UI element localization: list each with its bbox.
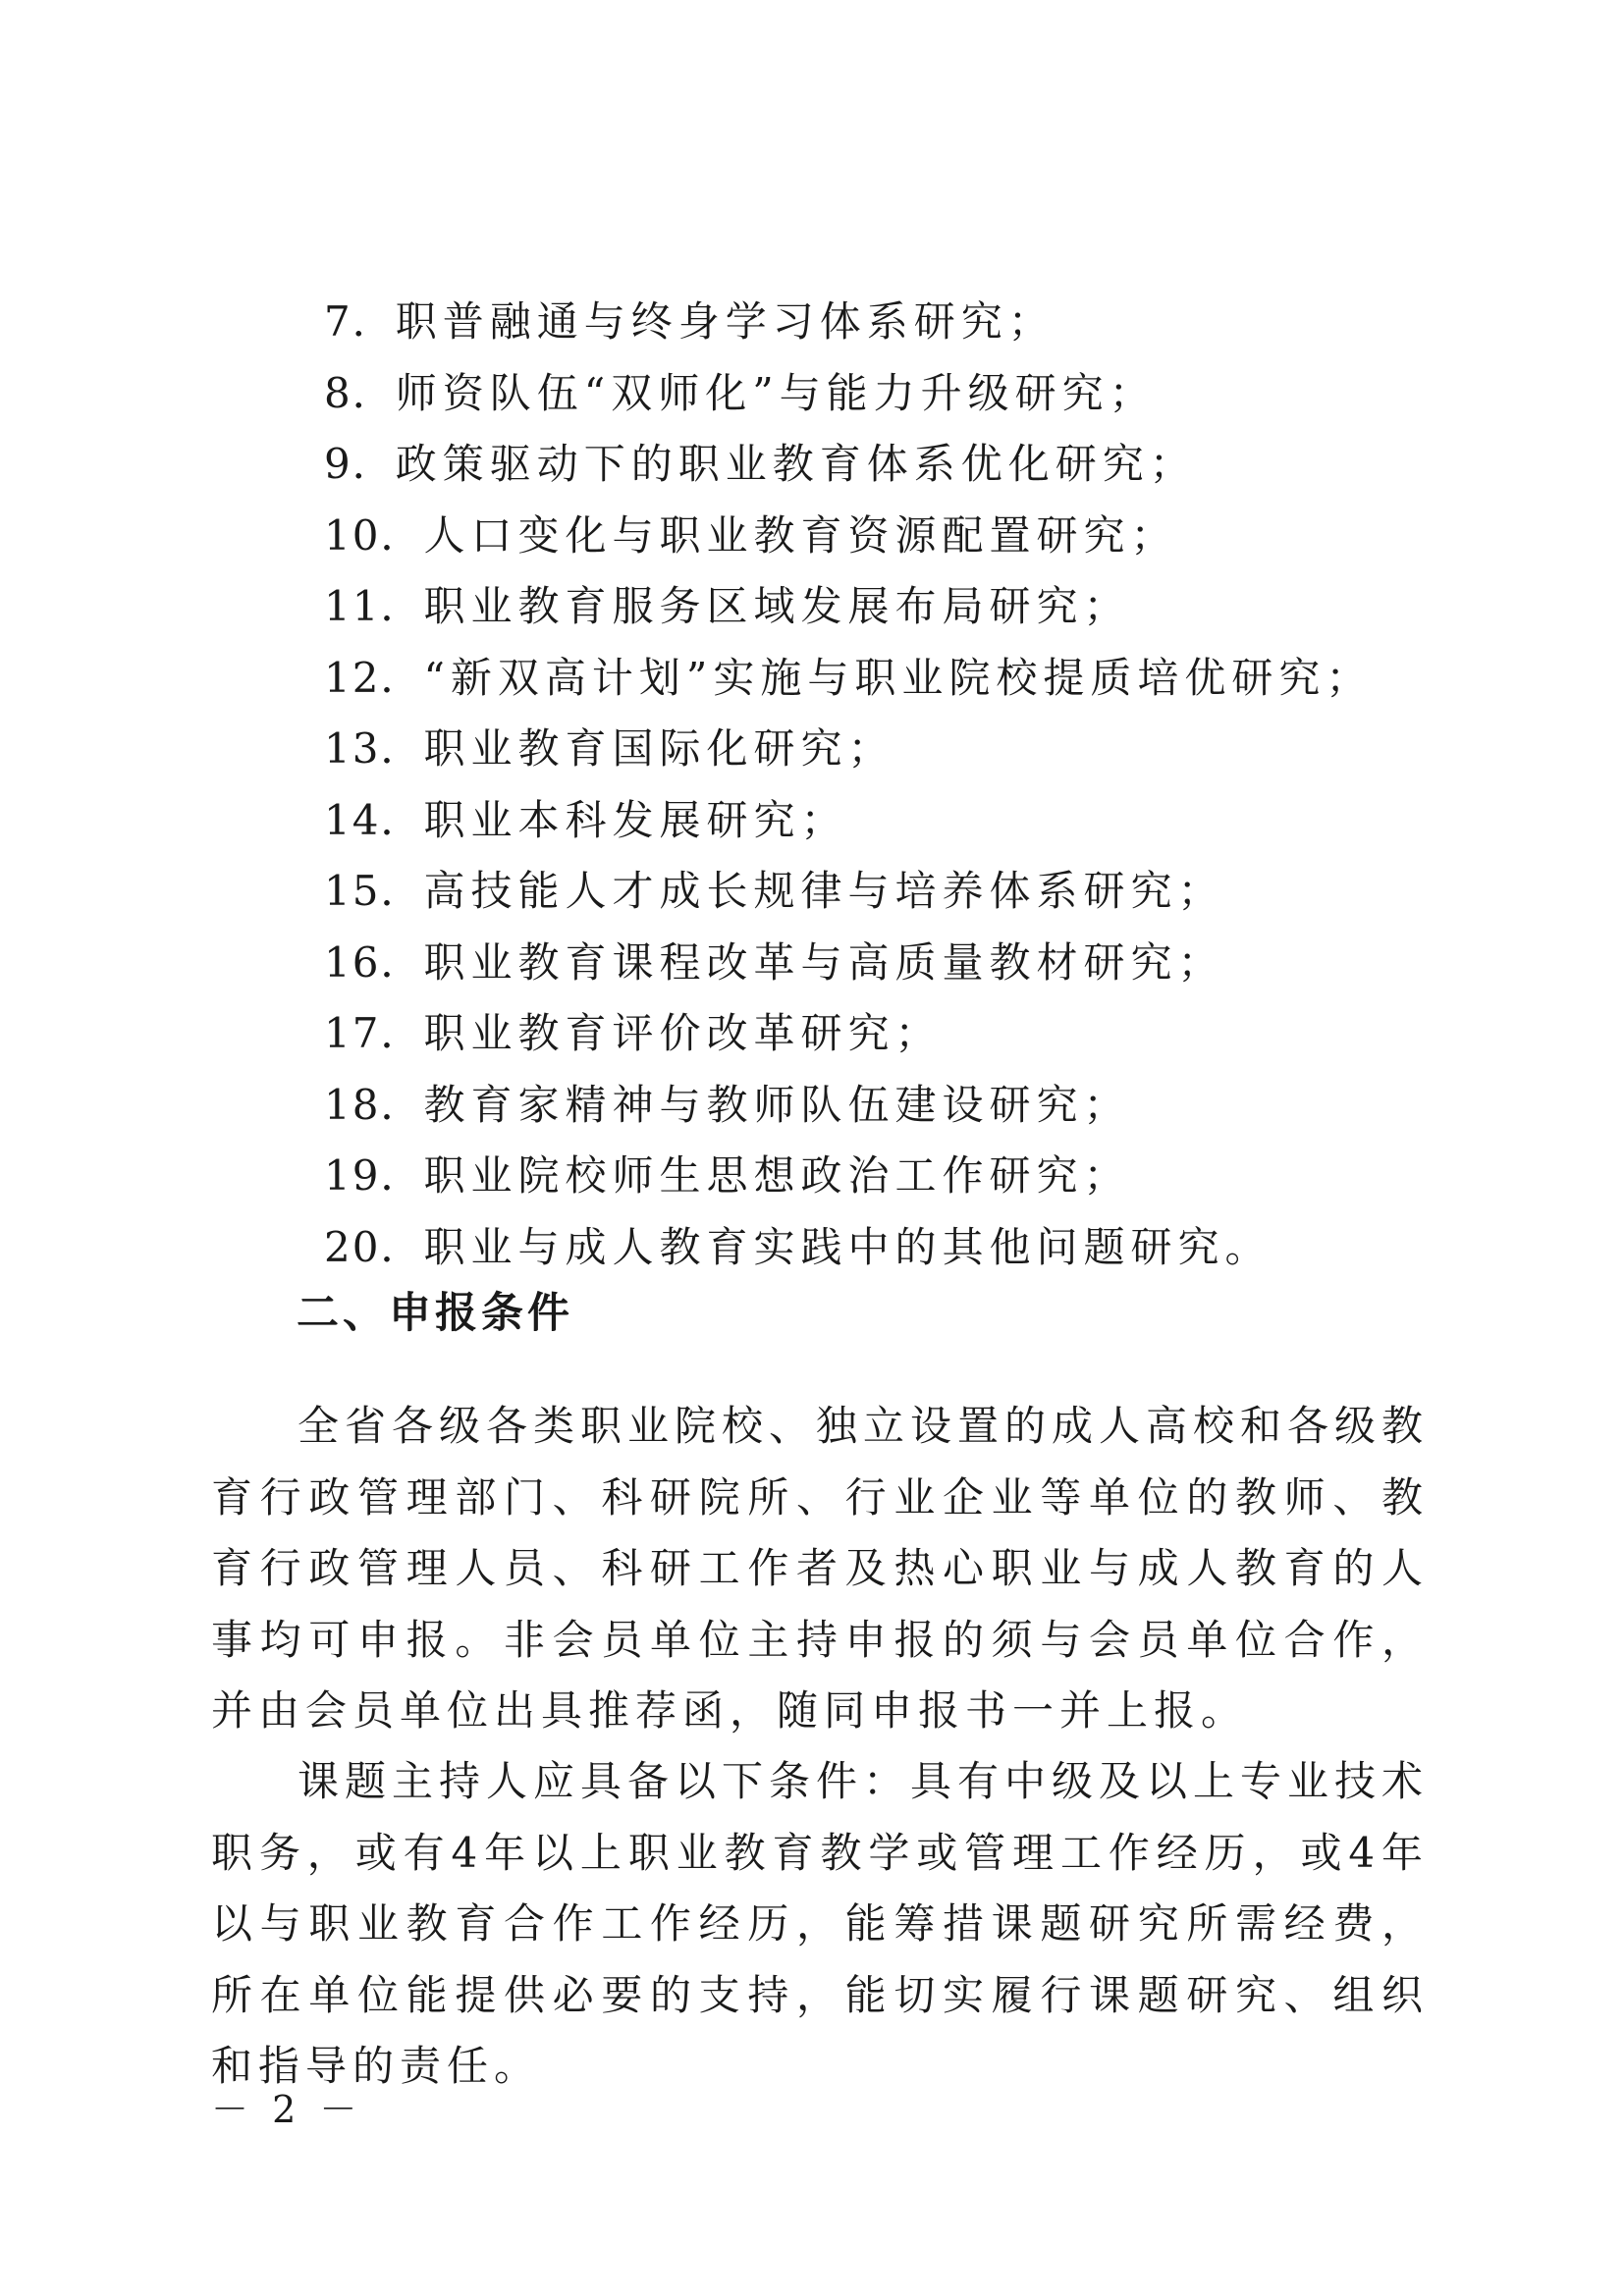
list-item-text: 高技能人才成长规律与培养体系研究； <box>423 867 1225 915</box>
list-item-number: 20． <box>324 1222 424 1271</box>
list-item-text: 职普融通与终身学习体系研究； <box>395 297 1056 346</box>
list-item-text: 政策驱动下的职业教育体系优化研究； <box>395 440 1197 488</box>
list-item-text: 职业教育国际化研究； <box>423 724 895 773</box>
list-item-text: 职业教育课程改革与高质量教材研究； <box>423 937 1225 987</box>
list-item <box>324 1212 1424 1284</box>
list-item <box>324 1070 1424 1142</box>
list-item-number: 17． <box>324 1009 424 1057</box>
list-item-number: 15． <box>324 867 424 915</box>
list-item-number: 14． <box>324 795 424 844</box>
list-item <box>324 785 1424 857</box>
list-item <box>324 501 1424 572</box>
list-item <box>324 1141 1424 1212</box>
list-item <box>324 928 1424 999</box>
list-item-text: 教育家精神与教师队伍建设研究； <box>423 1080 1131 1129</box>
page-number: － 2 － <box>211 2088 363 2131</box>
list-item <box>324 643 1424 715</box>
list-item-text: 职业教育服务区域发展布局研究； <box>423 582 1131 630</box>
list-item-number: 10． <box>324 510 424 560</box>
list-item-number: 12． <box>324 653 424 702</box>
list-item-number: 8． <box>324 368 396 417</box>
list-item <box>324 714 1424 785</box>
list-item-text: 职业院校师生思想政治工作研究； <box>423 1151 1131 1200</box>
paragraph-host-requirements: 课题主持人应具备以下条件：具有中级及以上专业技术职务，或有4年以上职业教育教学或管理工作经历，或4年以与职业教育合作工作经历，能筹措课题研究所需经费，所在单位能提供必要的支持，能切实履行课题研究、组织和指导的责任。 <box>211 1757 1430 2090</box>
list-item <box>324 571 1424 643</box>
list-item <box>324 856 1424 928</box>
list-item-text: 职业本科发展研究； <box>423 795 848 844</box>
list-item-number: 7． <box>324 297 396 346</box>
list-item-number: 13． <box>324 724 424 773</box>
list-item-text: “新双高计划”实施与职业院校提质培优研究； <box>423 653 1374 702</box>
list-item-text: 师资队伍“双师化”与能力升级研究； <box>395 368 1157 417</box>
list-item-text: 人口变化与职业教育资源配置研究； <box>423 510 1178 560</box>
list-item <box>324 429 1424 501</box>
list-item-number: 11． <box>324 582 424 630</box>
list-item-number: 16． <box>324 937 424 987</box>
list-item <box>324 998 1424 1070</box>
list-item-number: 18． <box>324 1080 424 1129</box>
list-item-text: 职业与成人教育实践中的其他问题研究。 <box>423 1222 1272 1271</box>
list-item-number: 19． <box>324 1151 424 1200</box>
list-item <box>324 287 1424 358</box>
list-item-text: 职业教育评价改革研究； <box>423 1009 943 1057</box>
section-heading: 二、申报条件 <box>297 1289 573 1338</box>
list-item-number: 9． <box>324 440 396 488</box>
paragraph-eligibility: 全省各级各类职业院校、独立设置的成人高校和各级教育行政管理部门、科研院所、行业企业等单位的教师、教育行政管理人员、科研工作者及热心职业与成人教育的人事均可申报。非会员单位主持申报的须与会员单位合作，并由会员单位出具推荐函，随同申报书一并上报。 <box>211 1402 1430 1735</box>
list-item <box>324 358 1424 430</box>
research-topic-list <box>324 287 1424 1283</box>
